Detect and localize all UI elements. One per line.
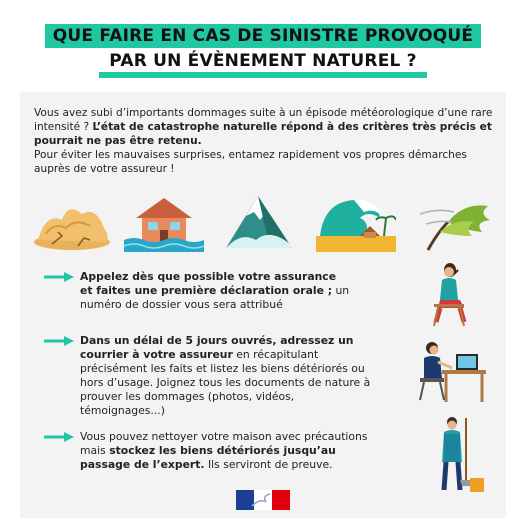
disaster-illustrations (32, 192, 494, 256)
content-panel (20, 92, 506, 518)
person-desk-icon (412, 332, 488, 404)
intro-normal: Vous avez subi d’importants dommages suite à un épisode météorologique d’une rare intensité ? (34, 107, 493, 133)
step-send-letter (44, 334, 414, 418)
person-phone-icon (424, 260, 474, 328)
storm-wind-icon (418, 192, 494, 252)
arrow-right-icon (44, 432, 74, 442)
avalanche-mountain-icon (222, 192, 296, 252)
title-line-2: PAR UN ÉVÈNEMENT NATUREL ? (99, 50, 427, 78)
flood-house-icon (124, 192, 204, 252)
step2-normal: en récapitulant précisément les faits et listez les biens détériorés ou hors d’usage. Joignez tous les documents de nature à prouver les dommages (photos, vidéos, témoignages...) (80, 348, 371, 417)
step3-normal-pre: Vous pouvez nettoyer votre maison avec précautions mais (80, 430, 368, 457)
marianne-logo-icon (236, 490, 290, 510)
step3-normal: Ils serviront de preuve. (204, 458, 333, 471)
step-store-goods (44, 430, 414, 472)
step2-bold: Dans un délai de 5 jours ouvrés, adressez un courrier à votre assureur (80, 334, 354, 361)
drought-icon (32, 192, 112, 252)
intro-text (34, 106, 494, 176)
arrow-right-icon (44, 336, 74, 346)
title-line-1: QUE FAIRE EN CAS DE SINISTRE PROVOQUÉ (45, 24, 481, 48)
tsunami-icon (316, 192, 396, 252)
arrow-right-icon (44, 272, 74, 282)
step1-normal: un numéro de dossier vous sera attribué (80, 284, 350, 311)
person-cleaning-icon (430, 414, 486, 494)
intro-bold: L’état de catastrophe naturelle répond à des critères très précis et pourrait ne pas être retenu. (34, 121, 492, 147)
page-title (0, 24, 526, 78)
intro-advice: Pour éviter les mauvaises surprises, entamez rapidement vos propres démarches auprès de votre assureur ! (34, 149, 467, 175)
step3-bold: stockez les biens détériorés jusqu’au passage de l’expert. (80, 444, 336, 471)
step1-bold: Appelez dès que possible votre assurance et faites une première déclaration orale ; (80, 270, 337, 297)
step-call-insurance (44, 270, 414, 312)
